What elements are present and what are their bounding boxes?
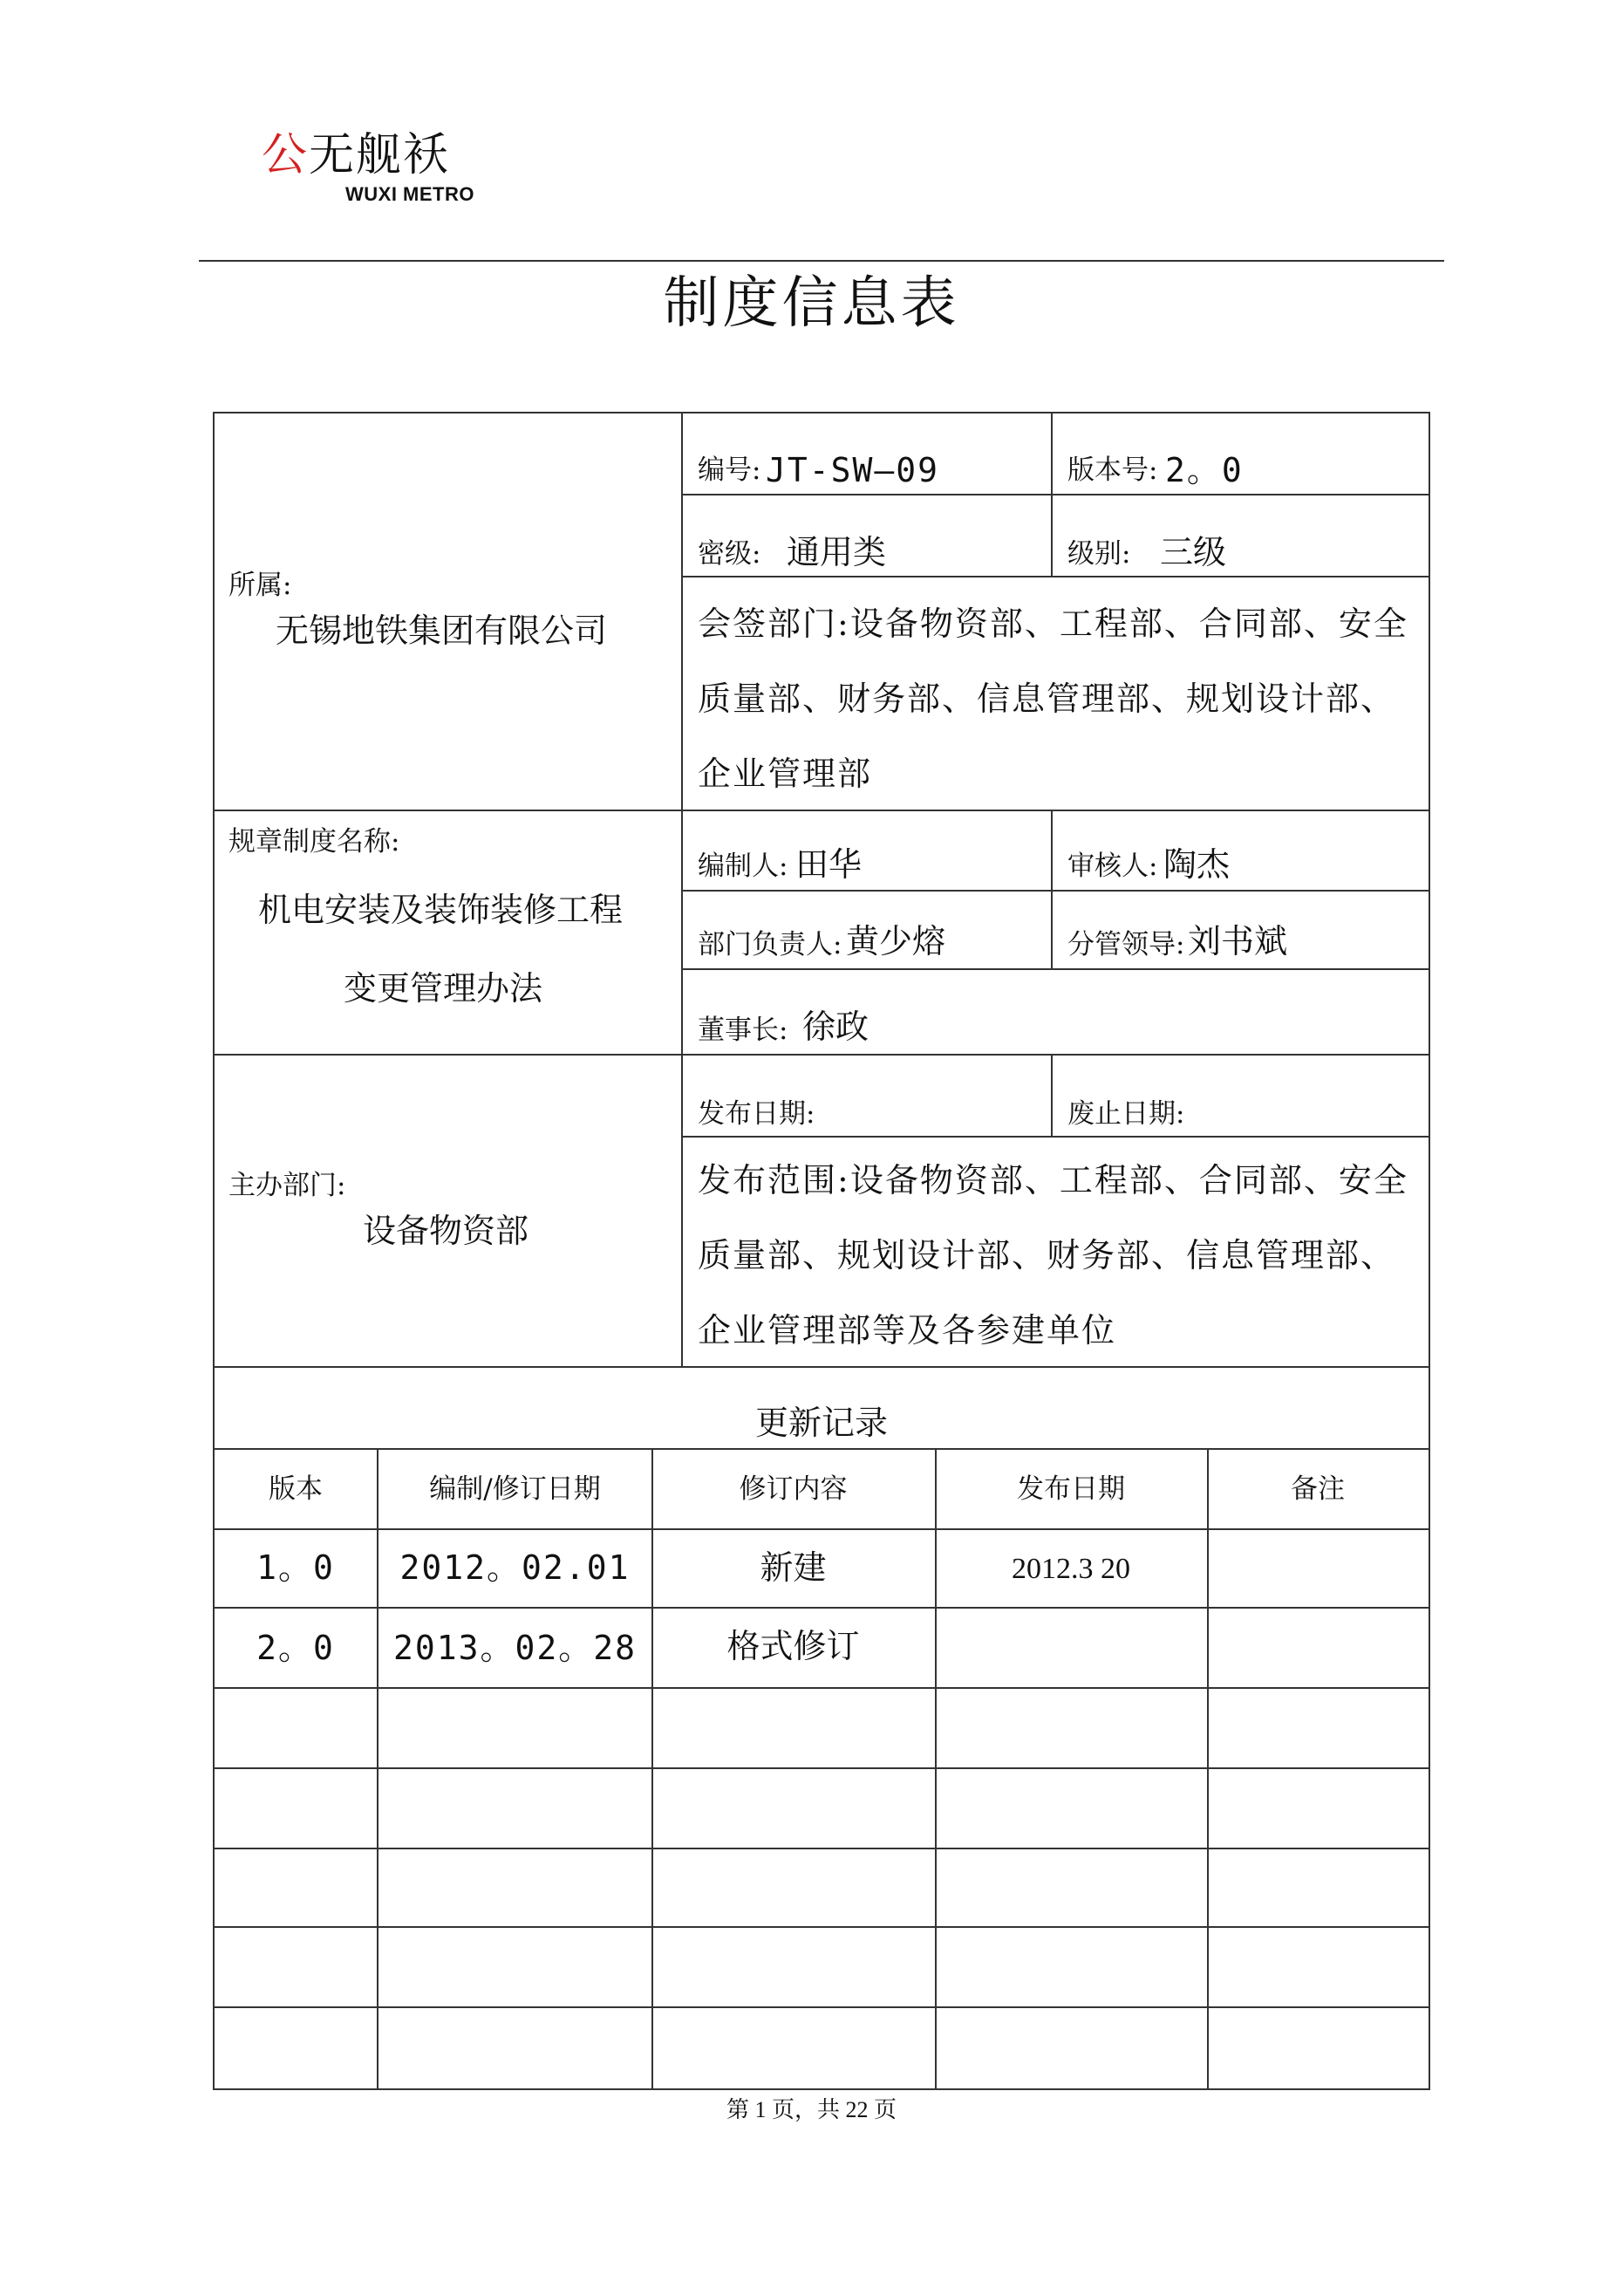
- regulation-name-line2: 变更管理办法: [344, 969, 543, 1008]
- table-cell: 2013。02。28: [392, 1629, 638, 1667]
- col-header-date: 编制/修订日期: [429, 1473, 601, 1505]
- reviewer-value: 陶杰: [1163, 845, 1231, 884]
- host-dept-label: 主办部门:: [228, 1170, 346, 1201]
- regulation-name-line1: 机电安装及装饰装修工程: [258, 891, 624, 929]
- secret-label: 密级:: [698, 538, 761, 570]
- level-label: 级别:: [1067, 538, 1131, 570]
- header-divider: [199, 260, 1444, 262]
- editor-label: 编制人:: [698, 851, 788, 882]
- level-value: 三级: [1160, 533, 1227, 571]
- code-label: 编号:: [698, 454, 761, 486]
- col-header-note: 备注: [1291, 1473, 1345, 1505]
- leader-value: 刘书斌: [1188, 922, 1288, 960]
- version-label: 版本号:: [1067, 454, 1158, 486]
- table-cell: 新建: [760, 1548, 827, 1587]
- table-cell: 格式修订: [726, 1627, 860, 1665]
- wuxi-metro-logo: [262, 129, 474, 205]
- reviewer-label: 审核人:: [1067, 851, 1158, 882]
- dept-head-value: 黄少熔: [846, 922, 946, 960]
- col-header-content: 修订内容: [739, 1473, 848, 1505]
- dept-head-label: 部门负责人:: [698, 929, 842, 960]
- table-cell: 2012。02.01: [399, 1548, 631, 1587]
- regulation-name-label: 规章制度名称:: [228, 826, 400, 858]
- editor-value: 田华: [795, 845, 863, 884]
- chairman-value: 徐政: [802, 1008, 869, 1046]
- logo-chinese: 公无舰袄: [262, 129, 451, 181]
- abolish-date-label: 废止日期:: [1067, 1098, 1185, 1130]
- secret-value: 通用类: [787, 533, 887, 571]
- logo-english: WUXI METRO: [345, 183, 474, 205]
- page-footer: 第 1 页，共 22 页: [726, 2097, 897, 2122]
- version-value: 2。0: [1165, 451, 1244, 489]
- publish-date-label: 发布日期:: [698, 1098, 815, 1130]
- leader-label: 分管领导:: [1067, 929, 1185, 960]
- table-cell: 2。0: [256, 1629, 335, 1667]
- table-cell: 1。0: [256, 1548, 335, 1587]
- records-title: 更新记录: [754, 1404, 888, 1442]
- table-cell: 2012.3 20: [1012, 1553, 1130, 1585]
- info-table: [213, 412, 1430, 2090]
- col-header-version: 版本: [269, 1473, 323, 1505]
- chairman-label: 董事长:: [698, 1015, 788, 1046]
- publish-scope: 发布范围:设备物资部、工程部、合同部、安全质量部、规划设计部、财务部、信息管理部、企业管理部等及各参建单位: [698, 1161, 1408, 1350]
- belong-label: 所属:: [228, 570, 292, 601]
- countersign-departments: 会签部门:设备物资部、工程部、合同部、安全质量部、财务部、信息管理部、规划设计部、企业管理部: [698, 605, 1408, 793]
- code-value: JT-SW—09: [766, 451, 940, 489]
- belong-value: 无锡地铁集团有限公司: [276, 612, 608, 650]
- page-title: 制度信息表: [663, 271, 960, 336]
- col-header-publish-date: 发布日期: [1017, 1473, 1125, 1505]
- host-dept-value: 设备物资部: [363, 1212, 529, 1250]
